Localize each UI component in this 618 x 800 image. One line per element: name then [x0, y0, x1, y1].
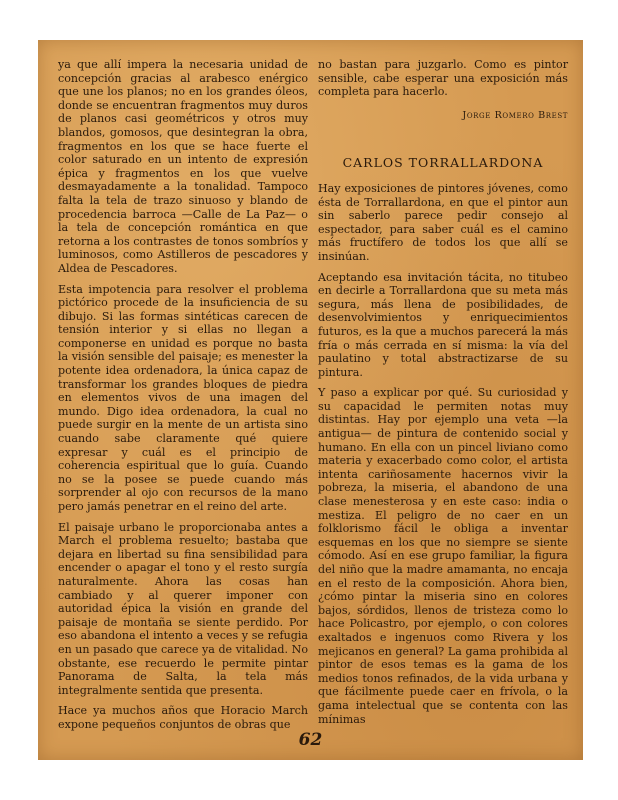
author-signature: Jorge Romero Brest: [462, 109, 568, 121]
left-paragraph: Hace ya muchos años que Horacio March expone pequeños conjuntos de obras que: [58, 704, 308, 731]
left-column: [58, 58, 308, 739]
review-closing-paragraph: no bastan para juzgarlo. Como es pintor sensible, cabe esperar una exposición más completa para hacerlo.: [318, 58, 568, 99]
right-column: [318, 58, 568, 733]
left-paragraph: El paisaje urbano le proporcionaba antes a March el problema resuelto; bastaba que dejara en libertad su fina sensibilidad para encender o apagar el tono y el resto surgía naturalmente. Ahora las cosas han cambiado y al querer imponer con autoridad épica la visión en grande del paisaje de montaña se siente perdido. Por eso abandona el intento a veces y se refugia en un pasado que carece ya de vitalidad. No obstante, ese recuerdo le permite pintar Panorama de Salta, la tela más integralmente sentida que presenta.: [58, 520, 308, 697]
book-page: [38, 40, 583, 760]
page-number: 62: [298, 730, 323, 750]
right-paragraph: Hay exposiciones de pintores jóvenes, como ésta de Torrallardona, en que el pintor aun sin saberlo parece pedir consejo al espectador, para saber cuál es el camino más fructífero de todos los que allí se insinúan.: [318, 181, 568, 263]
section-heading: CARLOS TORRALLARDONA: [342, 155, 544, 171]
right-paragraph: Aceptando esa invitación tácita, no titubeo en decirle a Torrallardona que su meta más segura, más llena de posibilidades, de desenvolvimientos y enriquecimientos futuros, es la que a muchos parecerá la más fría o más cerrada en sí misma: la vía del paulatino y total abstractizarse de su pintura.: [318, 270, 568, 379]
left-paragraph: Esta impotencia para resolver el problema pictórico procede de la insuficiencia de su dibujo. Si las formas sintéticas carecen de tensión interior y si ellas no llegan a componerse en unidad es porque no basta la visión sensible del paisaje; es menester la potente idea ordenadora, la única capaz de transformar los grandes bloques de piedra en elementos vivos de una imagen del mundo. Digo idea ordenadora, la cual no puede surgir en la mente de un artista sino cuando sabe claramente qué quiere expresar y cuál es el principio de coherencia espiritual que lo guía. Cuando no se la posee se puede cuando más sorprender al ojo con recursos de la mano pero jamás penetrar en el reino del arte.: [58, 282, 308, 513]
right-paragraph: Y paso a explicar por qué. Su curiosidad y su capacidad le permiten notas muy distintas. Hay por ejemplo una veta —la antigua— de pintura de contenido social y humano. En ella con un pincel liviano como materia y exacerbado como color, el artista intenta cariñosamente hacernos vivir la pobreza, la miseria, el abandono de una clase menesterosa y en este caso: india o mestiza. El peligro de no caer en un folklorismo fácil le obliga a inventar esquemas en los que no siempre se siente cómodo. Así en ese grupo familiar, la figura del niño que la madre amamanta, no encaja en el resto de la composición. Ahora bien, ¿cómo pintar la miseria sino en colores bajos, sórdidos, llenos de tristeza como lo hace Policastro, por ejemplo, o con colores exaltados e ingenuos como Rivera y los mejicanos en general? La gama prohibida al pintor de esos temas es la gama de los medios tonos refinados, de la vida urbana y que fácilmente puede caer en frívola, o la gama intelectual que se contenta con las mínimas: [318, 386, 568, 726]
left-paragraph: ya que allí impera la necesaria unidad de concepción gracias al arabesco enérgico que une los planos; no en los grandes óleos, donde se encuentran fragmentos muy duros de planos casi geométricos y otros muy blandos, gomosos, que desintegran la obra, fragmentos en los que se hace fuerte el color saturado en un intento de expresión épica y fragmentos en los que vuelve desmayadamente a la tonalidad. Tampoco falta la tela de trazo sinuoso y blando de procedencia barroca —Calle de La Paz— o la tela de concepción romántica en que retorna a los contrastes de tonos sombríos y luminosos, como Astilleros de pescadores y Aldea de Pescadores.: [58, 58, 308, 275]
